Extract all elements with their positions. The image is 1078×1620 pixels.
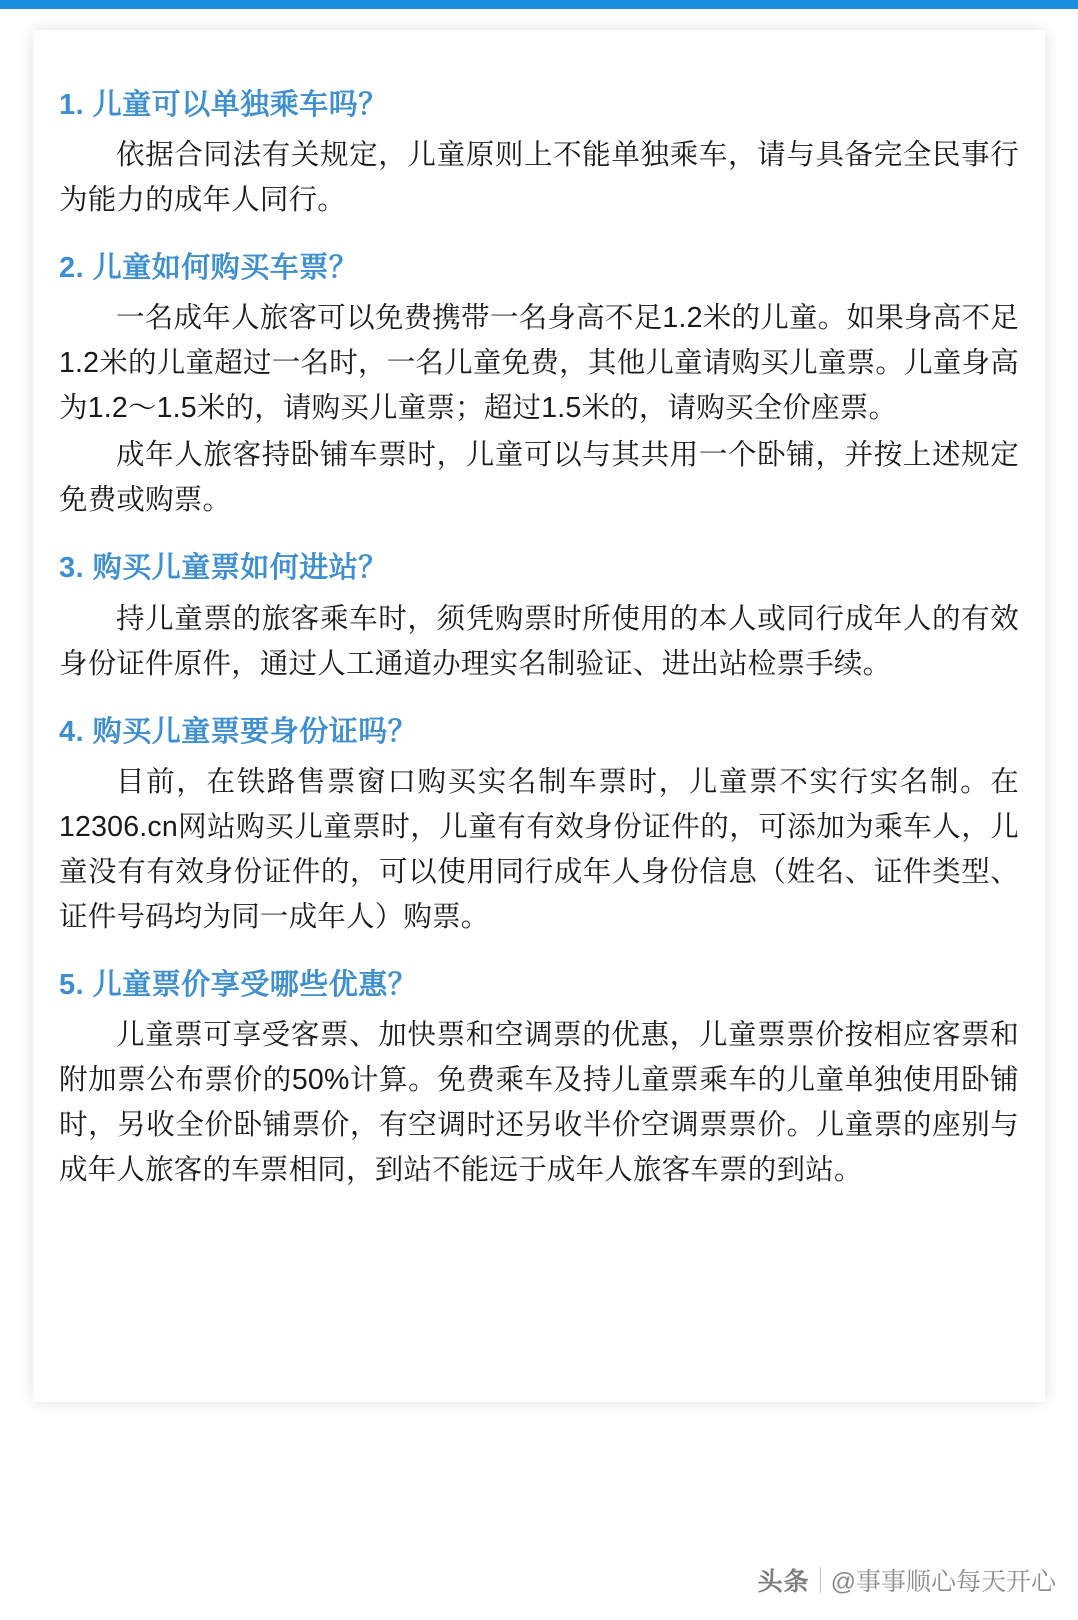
top-accent-bar [0,0,1078,9]
faq-answer-1-p1: 依据合同法有关规定，儿童原则上不能单独乘车，请与具备完全民事行为能力的成年人同行。 [59,139,1019,217]
faq-list [59,86,1019,1219]
faq-question-2: 2. 儿童如何购买车票？ [59,252,359,285]
faq-answer-3-p1: 持儿童票的旅客乘车时，须凭购票时所使用的本人或同行成年人的有效身份证件原件，通过人工通道办理实名制验证、进出站检票手续。 [59,602,1019,680]
faq-item-2 [59,249,1019,523]
faq-answer-5-p1: 儿童票可享受客票、加快票和空调票的优惠，儿童票票价按相应客票和附加票公布票价的50%计算。免费乘车及持儿童票乘车的儿童单独使用卧铺时，另收全价卧铺票价，有空调时还另收半价空调票票价。儿童票的座别与成年人旅客的车票相同，到站不能远于成年人旅客车票的到站。 [59,1018,1019,1186]
content-card [33,30,1045,1402]
faq-answer-2-p2: 成年人旅客持卧铺车票时，儿童可以与其共用一个卧铺，并按上述规定免费或购票。 [59,439,1019,517]
faq-item-3 [59,549,1019,686]
faq-answer-4-p1: 目前，在铁路售票窗口购买实名制车票时，儿童票不实行实名制。在12306.cn网站购买儿童票时，儿童有有效身份证件的，可添加为乘车人，儿童没有有效身份证件的，可以使用同行成年人身份信息（姓名、证件类型、证件号码均为同一成年人）购票。 [59,765,1019,933]
faq-question-3: 3. 购买儿童票如何进站？ [59,552,388,585]
watermark-divider [820,1567,821,1593]
watermark-logo: 头条 [757,1568,810,1596]
faq-item-4 [59,713,1019,940]
faq-question-5: 5. 儿童票价享受哪些优惠？ [59,968,418,1001]
watermark-account: @事事顺心每天开心 [830,1568,1056,1596]
faq-answer-2-p1: 一名成年人旅客可以免费携带一名身高不足1.2米的儿童。如果身高不足1.2米的儿童超过一名时，一名儿童免费，其他儿童请购买儿童票。儿童身高为1.2～1.5米的，请购买儿童票；超过1.5米的，请购买全价座票。 [59,302,1019,425]
faq-question-1: 1. 儿童可以单独乘车吗？ [59,89,388,121]
faq-item-5 [59,966,1019,1193]
faq-item-1 [59,86,1019,223]
watermark [758,1562,1056,1598]
faq-question-4: 4. 购买儿童票要身份证吗？ [59,715,418,748]
